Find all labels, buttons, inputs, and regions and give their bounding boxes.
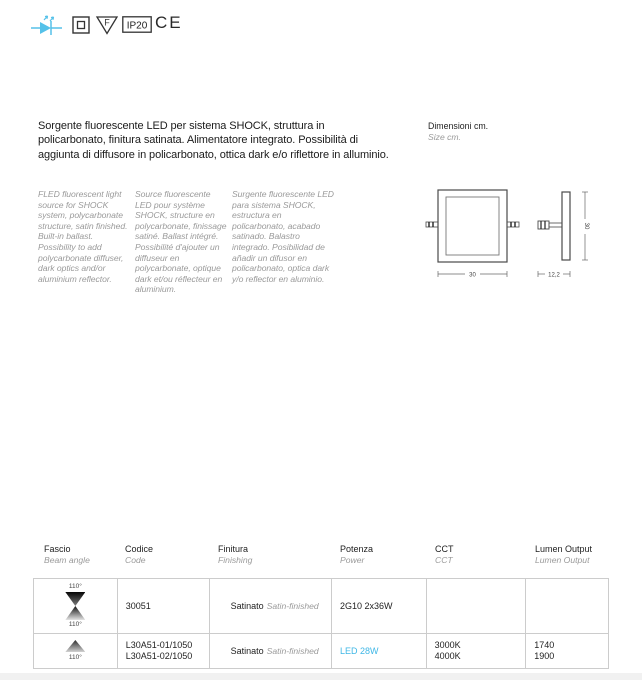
spec-table-body [33, 578, 609, 669]
header-cct [427, 544, 527, 565]
power-cell [332, 579, 427, 633]
table-row [34, 634, 608, 668]
header-code [117, 544, 210, 565]
header-power [332, 544, 427, 565]
header-en: Beam angle [44, 554, 90, 565]
svg-text:30: 30 [469, 272, 476, 279]
table-row [34, 579, 608, 634]
dimensions-label-en: Size cm. [428, 132, 461, 142]
product-description-italian: Sorgente fluorescente LED per sistema SHOCK, struttura in policarbonato, finitura satinata. Alimentatore integrato. Possibilità di aggiunta di diffusore in policarbonato, ottica dark e/o riflettore in alluminio. [38, 120, 389, 161]
finish-it: Satinato [230, 645, 264, 656]
header-it: Codice [125, 544, 154, 554]
header-en: Lumen Output [535, 554, 590, 565]
beam-up-down-icon [65, 592, 85, 606]
header-en: Finishing [218, 554, 253, 565]
beam-angle-cell [34, 634, 118, 668]
cct-cell [427, 634, 527, 668]
finish-en: Satin-finished [266, 645, 319, 656]
dimensions-label-it: Dimensioni cm. [428, 121, 489, 131]
header-lumen-output [527, 544, 609, 565]
power-value: LED 28W [339, 645, 379, 656]
header-it: CCT [435, 544, 454, 554]
code-cell [118, 579, 211, 633]
beam-angle-label: 110° [68, 654, 82, 661]
ip20-rating-icon [122, 16, 152, 33]
code-value: L30A51-02/1050 [125, 651, 193, 661]
dimensions-label [428, 121, 488, 143]
finish-it: Satinato [230, 600, 264, 611]
header-en: CCT [435, 554, 453, 565]
cct-value: 4000K [434, 651, 461, 661]
product-description-spanish: Surgente fluorescente LED para sistema SHOCK, estructura en policarbonato, acabado satinado. Balastro integrado. Posibilidad de añadir un difusor en policarbonato, optica dark y/o reflector en aluminio. [232, 189, 334, 284]
svg-text:12,2: 12,2 [548, 272, 560, 279]
lumen-value: 1900 [534, 651, 555, 661]
header-en: Code [125, 554, 146, 565]
cct-cell [427, 579, 527, 633]
beam-angle-bottom-label: 110° [68, 621, 82, 628]
header-it: Finitura [218, 544, 249, 554]
beam-up-down-icon [65, 606, 85, 620]
beam-angle-cell [34, 579, 118, 633]
code-cell [118, 634, 211, 668]
beam-up-icon [65, 640, 85, 652]
svg-text:IP20: IP20 [126, 20, 148, 32]
lumen-cell [526, 634, 608, 668]
header-beam-angle [33, 544, 117, 565]
technical-drawing [425, 182, 630, 294]
cct-value: 3000K [434, 640, 461, 650]
code-value: L30A51-01/1050 [125, 640, 193, 650]
product-description-french: Source fluorescente LED pour système SHOCK, structure en polycarbonate, finissage satiné. Ballast intégré. Possibilité d'ajouter un diffuseur en polycarbonate, optique dark et/ou réflecteur en aluminium. [135, 189, 227, 295]
product-description-english: FLED fluorescent light source for SHOCK system, polycarbonate structure, satin finished. Built-in ballast. Possibility to add polycarbonate diffuser, dark optics and/or aluminium reflector. [38, 189, 128, 284]
power-value: 2G10 2x36W [339, 600, 393, 611]
header-it: Lumen Output [535, 544, 593, 554]
lumen-cell [526, 579, 608, 633]
led-diode-icon [31, 14, 63, 36]
header-en: Power [340, 554, 365, 565]
side-view [538, 192, 589, 278]
power-cell [332, 634, 427, 668]
header-it: Potenza [340, 544, 374, 554]
f-mark-icon [95, 15, 119, 35]
finish-en: Satin-finished [266, 600, 319, 611]
header-it: Fascio [44, 544, 71, 554]
spec-table-header [33, 544, 609, 565]
lumen-value: 1740 [534, 640, 555, 650]
header-finishing [210, 544, 332, 565]
front-view [426, 190, 519, 278]
svg-text:F: F [104, 17, 110, 28]
ce-mark-icon: CE [155, 13, 183, 32]
page-bottom-edge [0, 673, 642, 680]
class-ii-insulation-icon [72, 16, 90, 34]
finishing-cell [210, 634, 332, 668]
beam-angle-top-label: 110° [68, 583, 82, 590]
svg-text:30: 30 [583, 222, 589, 230]
code-value: 30051 [125, 600, 151, 611]
finishing-cell [210, 579, 332, 633]
